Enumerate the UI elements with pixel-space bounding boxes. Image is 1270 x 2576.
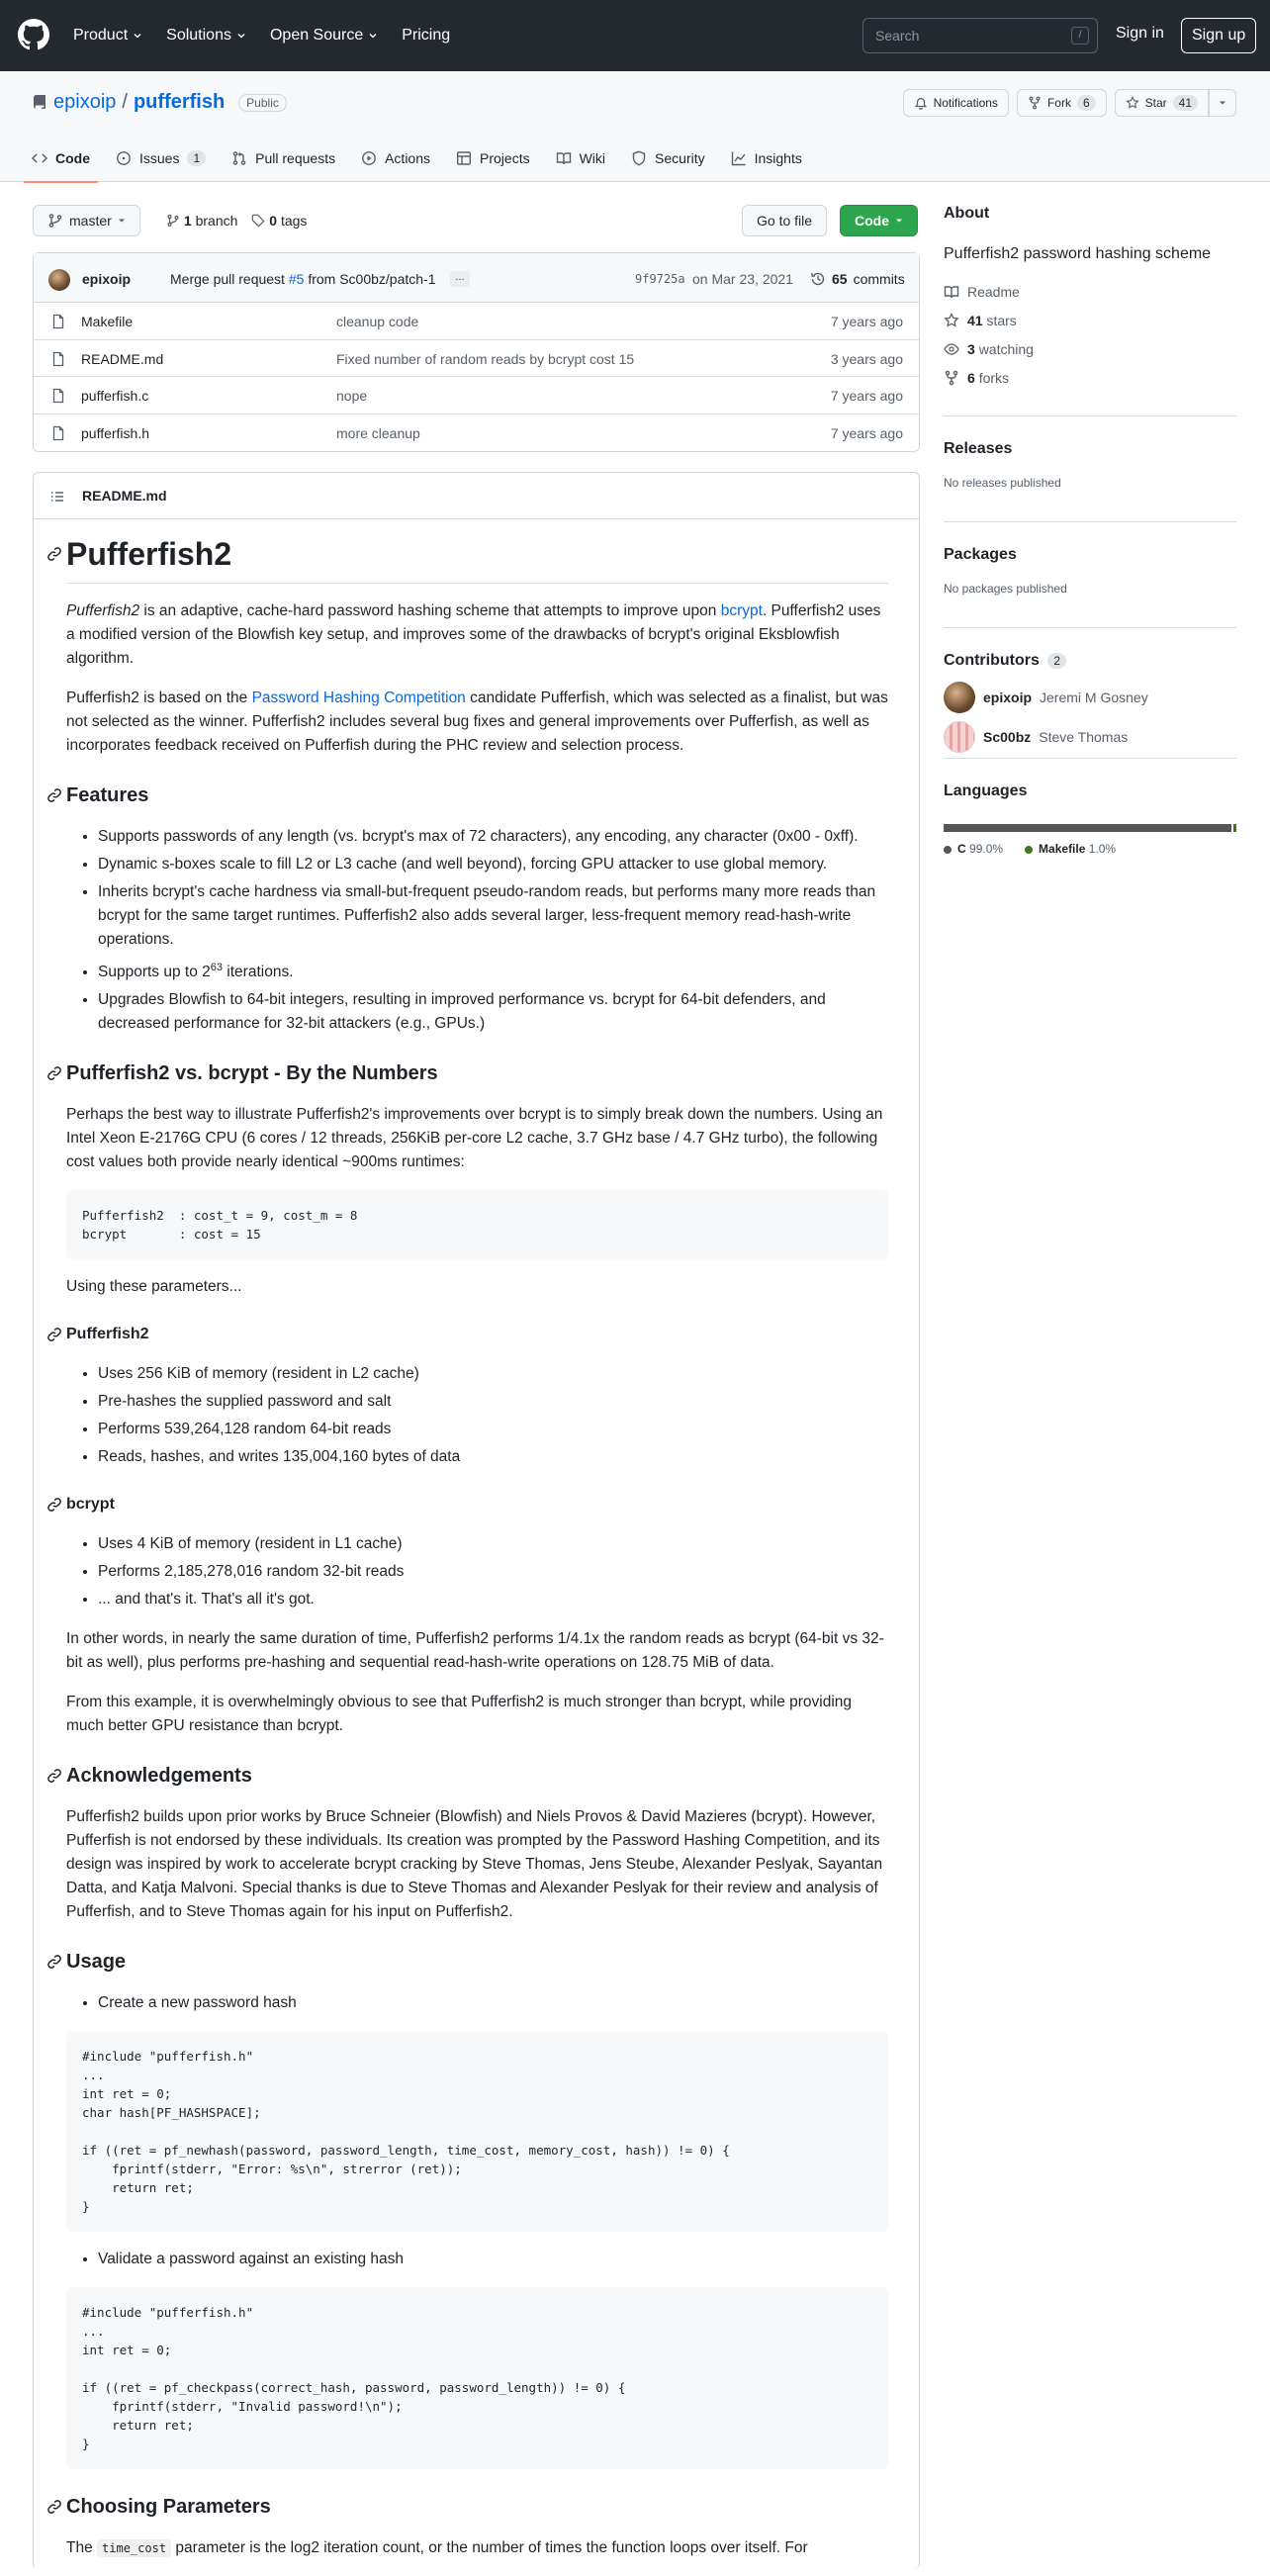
link-icon[interactable] (46, 1768, 62, 1784)
bcrypt-list (98, 1532, 888, 1611)
language-bar-c[interactable] (944, 824, 1231, 832)
inline-code: time_cost (97, 2539, 171, 2557)
list-item: • Performs 539,264,128 random 64-bit reads (98, 1418, 888, 1441)
ack-heading-text: Acknowledgements (66, 1765, 252, 1788)
file-row[interactable] (34, 303, 919, 340)
nav-solutions[interactable] (166, 27, 246, 45)
file-icon (50, 314, 66, 329)
pull-request-link[interactable]: #5 (288, 271, 305, 287)
repo-owner-link[interactable]: epixoip (53, 91, 117, 113)
intro-text-2: . Pufferfish2 uses a modified version of the Blowfish key setup, and improves some of the drawbacks of bcrypt's original Eksblowfish algorithm. (66, 602, 881, 667)
notifications-label: Notifications (933, 96, 998, 110)
choosing-text-post: parameter is the log2 iteration count, or the number of times the function loops over itself. For (171, 2539, 808, 2557)
code-label: Code (855, 213, 889, 229)
tag-count: 0 (269, 213, 278, 229)
tab-label: Security (655, 150, 705, 166)
file-commit-link[interactable]: cleanup code (336, 314, 419, 329)
tab-label: Code (55, 150, 90, 166)
tab-actions[interactable] (361, 135, 430, 182)
branch-count: 1 (183, 213, 192, 229)
tab-code[interactable] (32, 135, 90, 182)
phc-text-1: Pufferfish2 is based on the (66, 690, 252, 706)
language-dot (944, 846, 952, 854)
list-icon[interactable] (49, 489, 65, 505)
pf2-list (98, 1362, 888, 1469)
sign-in-link[interactable]: Sign in (1116, 25, 1164, 42)
list-item: • Inherits bcrypt's cache hardness via small-but-frequent pseudo-random reads, but performs many more reads than bcrypt for the same target runtimes. Pufferfish2 also adds several larger, less-frequent memory read-hash-write operations. (98, 880, 888, 952)
file-browser (33, 252, 920, 452)
intro-text-1: is an adaptive, cache-hard password hashing scheme that attempts to improve upon (139, 602, 721, 619)
nav-product[interactable] (73, 27, 142, 45)
star-dropdown-button[interactable] (1209, 89, 1236, 117)
list-item: • Performs 2,185,278,016 random 32-bit reads (98, 1560, 888, 1584)
watching-label: watching (978, 341, 1034, 357)
branch-icon (47, 213, 63, 229)
commit-msg-suffix: from Sc00bz/patch-1 (308, 271, 436, 287)
branch-meta (166, 213, 307, 229)
readme-title-text: Pufferfish2 (66, 536, 232, 572)
file-name-link[interactable]: pufferfish.c (81, 388, 149, 404)
pf2-heading-text: Pufferfish2 (66, 1326, 149, 1343)
list-item: • Validate a password against an existing hash (98, 2248, 888, 2271)
nav-label: Pricing (402, 27, 451, 44)
contributor-epixoip[interactable] (944, 682, 1236, 713)
fork-count: 6 (1077, 95, 1096, 111)
about-section (944, 205, 1236, 416)
list-item: • Dynamic s-boxes scale to fill L2 or L3 cache (and well beyond), forcing GPU attacker to use global memory. (98, 853, 888, 876)
tab-security[interactable] (631, 135, 705, 182)
contributor-name: Steve Thomas (1039, 729, 1129, 745)
commit-message (170, 271, 435, 287)
contributor-sc00bz[interactable] (944, 721, 1236, 753)
top-nav (73, 0, 450, 71)
nav-pricing[interactable] (402, 27, 450, 45)
contributors-count: 2 (1047, 653, 1066, 669)
file-age: 7 years ago (830, 388, 903, 404)
numbers-heading (66, 1059, 888, 1087)
tab-pull-requests[interactable] (231, 135, 335, 182)
list-item: • Upgrades Blowfish to 64-bit integers, resulting in improved performance vs. bcrypt for 64-bit defenders, and decreased performance for 32-bit attackers (e.g., GPUs.) (98, 988, 888, 1036)
file-icon (50, 388, 66, 404)
commit-sha-link[interactable]: 9f9725a (635, 272, 685, 286)
usage-heading-text: Usage (66, 1951, 127, 1974)
contributors-section (944, 628, 1236, 759)
ack-heading (66, 1762, 888, 1790)
forks-link[interactable] (944, 368, 1236, 388)
usage-list-1 (98, 1991, 888, 2015)
readme-title (66, 534, 888, 584)
book-icon (944, 284, 959, 300)
readme-content (66, 534, 888, 2576)
repo-title (32, 91, 287, 114)
commit-author-link[interactable]: epixoip (82, 271, 132, 287)
language-name: C (957, 842, 966, 856)
avatar (944, 721, 975, 753)
language-name: Makefile (1039, 842, 1086, 856)
file-icon (50, 351, 66, 367)
repo-tabs (32, 135, 802, 182)
readme-filename: README.md (82, 488, 167, 504)
no-packages-text: No packages published (944, 582, 1067, 596)
stars-count: 41 (967, 313, 983, 328)
file-name-link[interactable]: README.md (81, 350, 164, 367)
features-heading (66, 782, 888, 809)
triangle-down-icon (118, 217, 126, 225)
commit-count: 65 (832, 271, 848, 287)
link-icon[interactable] (46, 1327, 62, 1342)
list-item (98, 956, 888, 984)
list-item: • Create a new password hash (98, 1991, 888, 2015)
file-row[interactable] (34, 377, 919, 414)
iter-text-post: iterations. (223, 964, 294, 981)
no-releases-text: No releases published (944, 476, 1061, 490)
tab-label: Actions (385, 150, 431, 166)
file-name-link[interactable]: Makefile (81, 314, 134, 329)
phc-paragraph (66, 687, 888, 758)
link-icon[interactable] (46, 1065, 62, 1081)
table-icon (456, 150, 472, 166)
fork-icon (944, 370, 959, 386)
file-row[interactable] (34, 340, 919, 378)
branch-row (33, 205, 920, 238)
fork-button[interactable] (1017, 89, 1107, 117)
iter-exponent: 63 (210, 962, 223, 973)
releases-section (944, 416, 1236, 522)
features-list (98, 825, 888, 1036)
main-content (33, 205, 920, 2557)
code-dropdown-button[interactable] (840, 205, 918, 236)
checkpass-code-block: #include "pufferfish.h" ... int ret = 0; if ((ret = pf_checkpass(correct_hash, password, password_length)) != 0) { fprintf(stderr, "Invalid password!\n"); return ret; } (66, 2287, 888, 2469)
star-icon (944, 313, 959, 328)
sign-up-button[interactable]: Sign up (1181, 18, 1256, 53)
book-icon (556, 150, 572, 166)
commit-count-label: commits (853, 271, 905, 287)
search-placeholder: Search (875, 28, 920, 44)
file-commit-link[interactable]: nope (336, 388, 368, 404)
contributor-login: Sc00bz (983, 729, 1032, 745)
file-commit-link[interactable]: more cleanup (336, 424, 420, 441)
github-logo-icon[interactable] (18, 19, 49, 50)
forks-label: forks (978, 370, 1010, 386)
graph-icon (731, 150, 747, 166)
file-age: 7 years ago (830, 424, 903, 441)
numbers-heading-text: Pufferfish2 vs. bcrypt - By the Numbers (66, 1062, 438, 1085)
tag-label: tags (280, 213, 308, 229)
bcrypt-heading-text: bcrypt (66, 1496, 115, 1514)
play-icon (361, 150, 377, 166)
language-bar-makefile[interactable] (1233, 824, 1236, 832)
using-params-text: Using these parameters... (66, 1278, 242, 1296)
chevron-down-icon (133, 31, 142, 41)
language-c[interactable] (944, 842, 1003, 856)
choosing-heading-text: Choosing Parameters (66, 2496, 271, 2519)
language-legend (944, 842, 1236, 856)
tab-label: Insights (754, 150, 802, 166)
readme-link-label: Readme (967, 284, 1020, 300)
packages-heading[interactable]: Packages (944, 546, 1017, 563)
visibility-badge: Public (238, 94, 287, 112)
repo-icon (32, 95, 47, 111)
commit-date: on Mar 23, 2021 (692, 271, 793, 287)
repo-actions (903, 89, 1236, 117)
commits-link[interactable] (810, 271, 905, 287)
readme-panel (33, 472, 920, 2569)
watching-count: 3 (967, 341, 975, 357)
tags-link[interactable] (251, 213, 307, 229)
tab-label: Pull requests (255, 150, 336, 166)
bcrypt-heading (66, 1493, 888, 1517)
star-label: Star (1144, 96, 1167, 110)
bcrypt-link[interactable]: bcrypt (720, 602, 763, 619)
about-heading: About (944, 205, 990, 222)
nav-label: Open Source (269, 27, 364, 44)
link-icon[interactable] (46, 1954, 62, 1970)
phc-link[interactable]: Password Hashing Competition (251, 690, 466, 706)
about-description: Pufferfish2 password hashing scheme (944, 245, 1212, 262)
top-navbar (0, 0, 1270, 71)
phc-text-2: candidate Pufferfish, which was selected as a finalist, but was not selected as the winner. Pufferfish2 includes several bug fixes and general improvements over Pufferfish, as well as incorporates feedback received on Pufferfish during the PHC review and selection process. (66, 690, 888, 754)
repo-separator: / (122, 91, 128, 113)
search-shortcut-key: / (1071, 27, 1089, 45)
issue-icon (116, 150, 132, 166)
pf2-heading (66, 1323, 888, 1346)
language-pct: 1.0% (1088, 842, 1117, 856)
history-icon (810, 271, 826, 287)
link-icon[interactable] (46, 2499, 62, 2515)
avatar (944, 682, 975, 713)
usage-heading (66, 1948, 888, 1976)
list-item: • Uses 4 KiB of memory (resident in L1 cache) (98, 1532, 888, 1556)
fork-label: Fork (1046, 96, 1071, 110)
language-pct: 99.0% (969, 842, 1004, 856)
choosing-text-pre: The (66, 2539, 98, 2557)
list-item: • Uses 256 KiB of memory (resident in L2 cache) (98, 1362, 888, 1386)
packages-section (944, 522, 1236, 628)
chevron-down-icon (368, 31, 378, 41)
nav-label: Product (73, 27, 129, 44)
latest-commit (34, 253, 919, 303)
link-icon[interactable] (46, 546, 62, 562)
file-age: 3 years ago (830, 350, 903, 367)
readme-header (34, 473, 919, 519)
list-item: • ... and that's it. That's all it's got. (98, 1588, 888, 1611)
contributor-login: epixoip (983, 690, 1033, 705)
tab-issues[interactable] (116, 135, 206, 182)
star-button[interactable] (1115, 89, 1209, 117)
tab-projects[interactable] (456, 135, 530, 182)
tab-wiki[interactable] (556, 135, 605, 182)
link-icon[interactable] (46, 787, 62, 803)
branch-label: branch (195, 213, 238, 229)
go-to-file-button[interactable]: Go to file (742, 205, 827, 236)
sidebar (944, 205, 1236, 856)
intro-em: Pufferfish2 (66, 602, 140, 619)
expand-commit-button[interactable]: … (450, 271, 470, 287)
obvious-paragraph: From this example, it is overwhelmingly obvious to see that Pufferfish2 is much stronger than bcrypt, while providing much better GPU resistance than bcrypt. (66, 1694, 853, 1735)
notifications-button[interactable] (903, 89, 1009, 117)
features-heading-text: Features (66, 784, 149, 806)
shield-icon (631, 150, 647, 166)
language-dot (1025, 846, 1033, 854)
link-icon[interactable] (46, 1497, 62, 1513)
watching-link[interactable] (944, 339, 1236, 359)
contributors-heading-text: Contributors (944, 652, 1040, 669)
contributors-heading[interactable] (944, 652, 1236, 670)
tab-label: Issues (139, 150, 180, 166)
file-icon (50, 425, 66, 441)
branch-name: master (69, 213, 112, 229)
branch-icon (166, 214, 180, 228)
search-input[interactable] (862, 18, 1098, 53)
iter-text: Supports up to 2 (98, 964, 211, 981)
repo-name-link[interactable]: pufferfish (133, 91, 226, 113)
stars-link[interactable] (944, 311, 1236, 330)
tab-label: Wiki (579, 150, 606, 166)
usage-list-2 (98, 2248, 888, 2271)
numbers-paragraph: Perhaps the best way to illustrate Pufferfish2's improvements over bcrypt is to simply break down the numbers. Using an Intel Xeon E-2176G CPU (6 cores / 12 threads, 256KiB per-core L2 cache, 3.7 GHz base / 4.7 GHz turbo), the following cost values both provide nearly identical ~900ms runtimes: (66, 1106, 883, 1171)
languages-heading: Languages (944, 782, 1028, 799)
tab-insights[interactable] (731, 135, 802, 182)
forks-count: 6 (967, 370, 975, 386)
file-age: 7 years ago (830, 314, 903, 329)
cost-code-block: Pufferfish2 : cost_t = 9, cost_m = 8 bcrypt : cost = 15 (66, 1190, 888, 1259)
star-icon (1126, 96, 1139, 110)
fork-icon (1028, 96, 1042, 110)
ack-paragraph: Pufferfish2 builds upon prior works by Bruce Schneier (Blowfish) and Niels Provos & David Mazieres (bcrypt). However, Pufferfish is not endorsed by these individuals. Its creation was prompted by the Password Hashing Competition, and its design was inspired by work to accelerate bcrypt cracking by Steve Thomas, Jens Steube, Alexander Peslyak, Sayantan Datta, and Katja Malvoni. Special thanks is due to Steve Thomas and Alexander Peslyak for their review and analysis of Pufferfish, and to Steve Thomas again for his input on Pufferfish2. (66, 1808, 883, 1921)
eye-icon (944, 341, 959, 357)
languages-section (944, 759, 1236, 856)
repo-header (0, 71, 1270, 182)
star-count: 41 (1173, 95, 1198, 111)
code-icon (32, 150, 47, 166)
newhash-code-block: #include "pufferfish.h" ... int ret = 0; char hash[PF_HASHSPACE]; if ((ret = pf_newhash(password, password_length, time_cost, memory_cost, hash)) != 0) { fprintf(stderr, "Error: %s\n", strerror (ret)); return ret; } (66, 2031, 888, 2232)
list-item: • Supports passwords of any length (vs. bcrypt's max of 72 characters), any encoding, any character (0x00 - 0xff). (98, 825, 888, 849)
stars-label: stars (986, 313, 1017, 328)
choosing-heading (66, 2493, 888, 2521)
chevron-down-icon (236, 31, 246, 41)
issues-count: 1 (187, 150, 206, 166)
contributor-name: Jeremi M Gosney (1040, 690, 1148, 705)
intro-paragraph (66, 599, 888, 671)
choosing-paragraph (66, 2536, 888, 2560)
triangle-down-icon (1219, 99, 1226, 107)
list-item: • Reads, hashes, and writes 135,004,160 bytes of data (98, 1445, 888, 1469)
language-makefile[interactable] (1025, 842, 1116, 856)
triangle-down-icon (895, 217, 903, 225)
nav-open-source[interactable] (270, 27, 378, 45)
tab-label: Projects (480, 150, 530, 166)
releases-heading[interactable]: Releases (944, 440, 1013, 457)
avatar[interactable] (48, 269, 70, 291)
file-row[interactable] (34, 414, 919, 452)
nav-label: Solutions (166, 27, 231, 44)
file-commit-link[interactable]: Fixed number of random reads by bcrypt cost 15 (336, 350, 635, 367)
file-name-link[interactable]: pufferfish.h (81, 424, 150, 441)
commit-msg-prefix: Merge pull request (170, 271, 285, 287)
tag-icon (251, 214, 265, 228)
bell-icon (914, 96, 928, 110)
pull-request-icon (231, 150, 247, 166)
language-bar (944, 824, 1236, 832)
readme-link[interactable] (944, 282, 1236, 302)
branch-select-button[interactable] (33, 205, 140, 236)
branches-link[interactable] (166, 213, 237, 229)
other-words-paragraph: In other words, in nearly the same duration of time, Pufferfish2 performs 1/4.1x the random reads as bcrypt (64-bit vs 32-bit as well), plus performs pre-hashing and sequential read-hash-write operations on 128.75 MiB of data. (66, 1630, 884, 1672)
list-item: • Pre-hashes the supplied password and salt (98, 1390, 888, 1414)
